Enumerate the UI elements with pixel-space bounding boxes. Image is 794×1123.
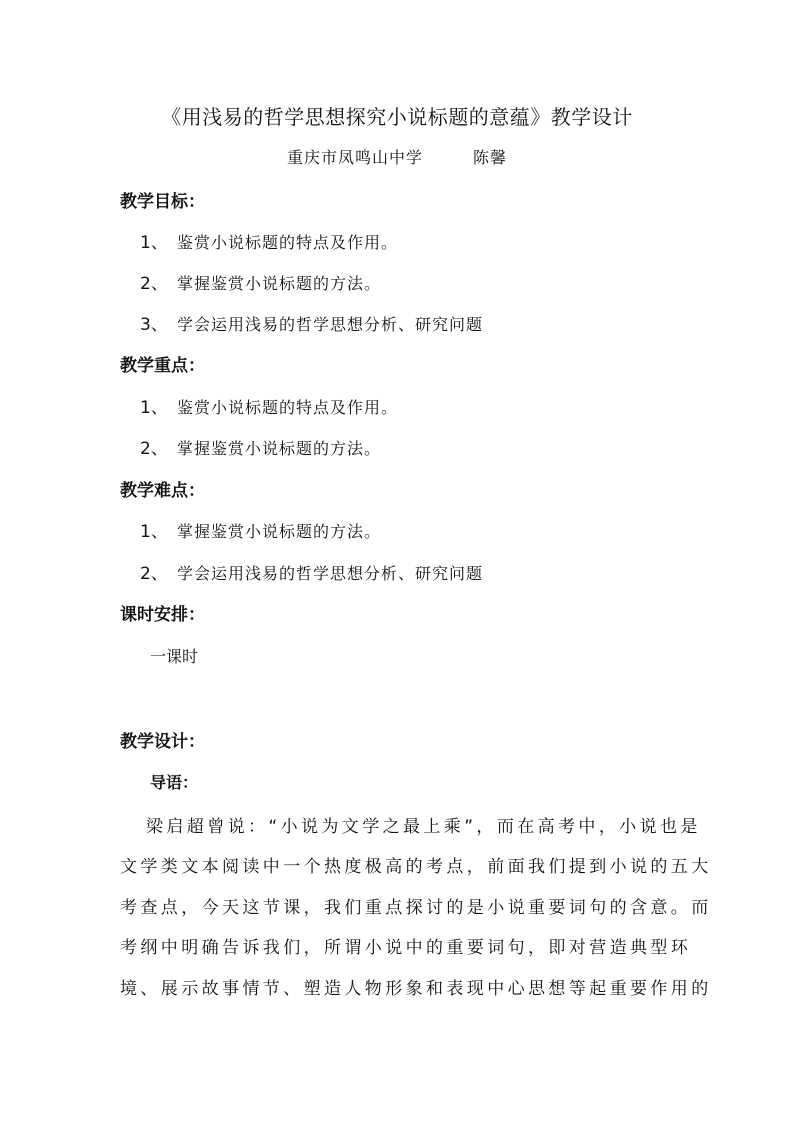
difficulties-heading: 教学难点： [120, 481, 205, 501]
school-name: 重庆市凤鸣山中学 [286, 148, 423, 167]
list-text: 学会运用浅易的哲学思想分析、研究问题 [177, 564, 484, 583]
list-number: 1、 [140, 522, 168, 542]
paragraph-line: 文学类文本阅读中一个热度极高的考点，前面我们提到小说的五大 [120, 857, 712, 877]
paragraph-line: 考查点，今天这节课，我们重点探讨的是小说重要词句的含意。而 [120, 898, 712, 918]
list-number: 2、 [140, 564, 168, 584]
list-number: 1、 [140, 398, 168, 418]
list-text: 掌握鉴赏小说标题的方法。 [177, 522, 382, 541]
objectives-heading: 教学目标： [120, 192, 205, 212]
list-text: 鉴赏小说标题的特点及作用。 [177, 398, 399, 417]
key-points-heading: 教学重点： [120, 356, 205, 376]
list-number: 1、 [140, 233, 168, 253]
list-number: 3、 [140, 315, 168, 335]
document-title: 《用浅易的哲学思想探究小说标题的意蕴》教学设计 [161, 105, 633, 129]
author-name: 陈馨 [473, 148, 508, 167]
document-byline [0, 147, 794, 169]
list-number: 2、 [140, 439, 168, 459]
list-text: 掌握鉴赏小说标题的方法。 [177, 274, 382, 293]
list-text: 掌握鉴赏小说标题的方法。 [177, 439, 382, 458]
list-number: 2、 [140, 274, 168, 294]
intro-heading: 导语： [150, 773, 199, 792]
design-heading: 教学设计： [120, 732, 205, 752]
paragraph-line: 考纲中明确告诉我们，所谓小说中的重要词句，即对营造典型环 [120, 938, 692, 958]
list-text: 学会运用浅易的哲学思想分析、研究问题 [177, 315, 484, 334]
schedule-value: 一课时 [150, 647, 199, 666]
list-text: 鉴赏小说标题的特点及作用。 [177, 233, 399, 252]
paragraph-line: 梁启超曾说：“小说为文学之最上乘”，而在高考中，小说也是 [146, 817, 701, 837]
paragraph-line: 境、展示故事情节、塑造人物形象和表现中心思想等起重要作用的 [120, 979, 712, 999]
schedule-heading: 课时安排： [120, 605, 205, 625]
